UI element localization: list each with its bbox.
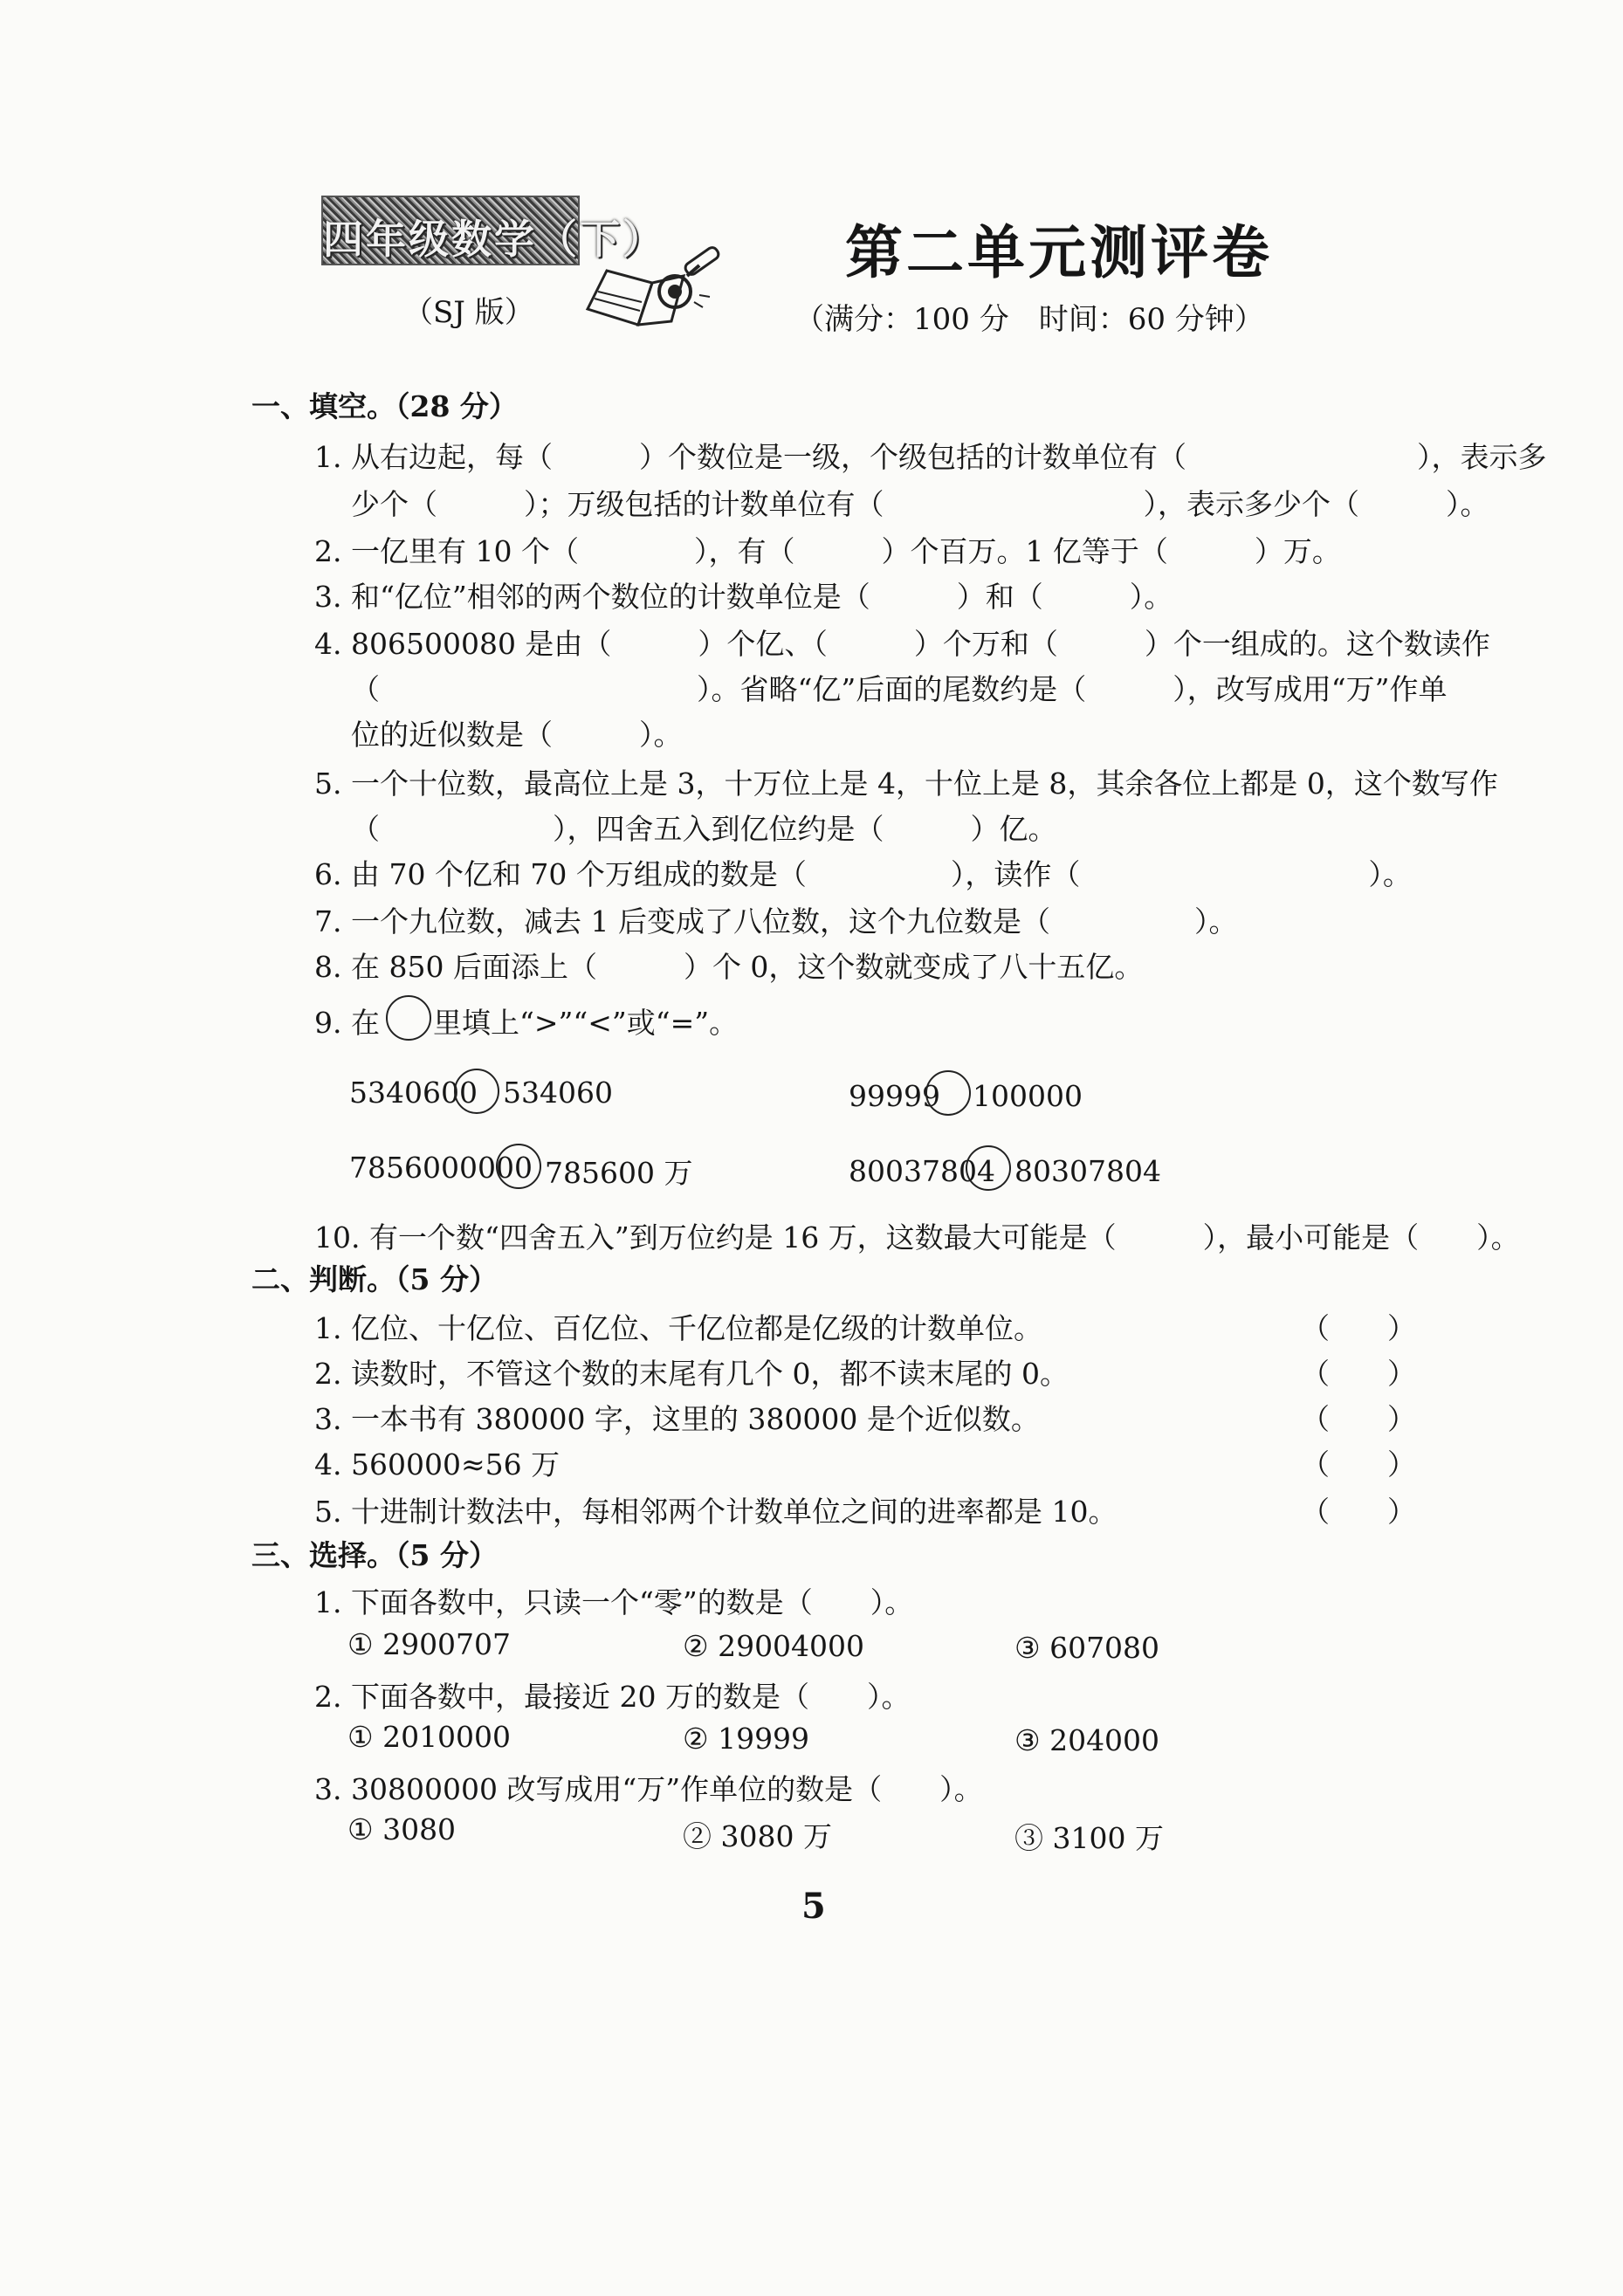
judge-answer-3[interactable]: （ ） bbox=[1301, 1402, 1416, 1436]
compare-2-circle[interactable] bbox=[925, 1070, 971, 1116]
judge-answer-2[interactable]: （ ） bbox=[1301, 1357, 1416, 1391]
fill-line-9: （ ），四舍五入到亿位约是（ ）亿。 bbox=[351, 812, 1057, 846]
fill-line-3: 2. 一亿里有 10 个（ ），有（ ）个百万。1 亿等于（ ）万。 bbox=[314, 534, 1341, 568]
section-3-heading: 三、选择。（5 分） bbox=[251, 1538, 498, 1572]
judge-item-5: 5. 十进制计数法中，每相邻两个计数单位之间的进率都是 10。 bbox=[314, 1495, 1118, 1529]
fill-line-4: 3. 和“亿位”相邻的两个数位的计数单位是（ ）和（ ）。 bbox=[314, 580, 1173, 614]
choice-q1-opt-2[interactable]: ② 29004000 bbox=[683, 1629, 865, 1663]
page-title: 第二单元测评卷 bbox=[845, 218, 1273, 286]
fill-line-6: （ ）。省略“亿”后面的尾数约是（ ），改写成用“万”作单 bbox=[351, 672, 1448, 706]
compare-2-left: 99999 bbox=[849, 1079, 940, 1113]
judge-item-1: 1. 亿位、十亿位、百亿位、千亿位都是亿级的计数单位。 bbox=[314, 1311, 1042, 1345]
choice-q3-opt-3[interactable]: ③ 3100 万 bbox=[1014, 1821, 1164, 1855]
choice-q2-opt-3[interactable]: ③ 204000 bbox=[1014, 1723, 1160, 1757]
compare-4-right: 80307804 bbox=[1014, 1154, 1161, 1188]
judge-answer-4[interactable]: （ ） bbox=[1301, 1447, 1416, 1481]
section-1-heading: 一、填空。（28 分） bbox=[251, 389, 518, 423]
compare-2-right: 100000 bbox=[973, 1079, 1083, 1113]
judge-answer-5[interactable]: （ ） bbox=[1301, 1495, 1416, 1529]
choice-q1-opt-3[interactable]: ③ 607080 bbox=[1014, 1631, 1160, 1665]
judge-item-4: 4. 560000≈56 万 bbox=[314, 1447, 560, 1481]
fill-line-10: 6. 由 70 个亿和 70 个万组成的数是（ ），读作（ ）。 bbox=[314, 857, 1412, 891]
fill-line-5: 4. 806500080 是由（ ）个亿、（ ）个万和（ ）个一组成的。这个数读作 bbox=[314, 627, 1490, 661]
choice-q3-opt-1[interactable]: ① 3080 bbox=[347, 1812, 457, 1846]
grade-badge-label: 四年级数学（下） bbox=[323, 216, 665, 263]
fill-line-7: 位的近似数是（ ）。 bbox=[351, 718, 683, 752]
choice-q2-opt-2[interactable]: ② 19999 bbox=[683, 1722, 810, 1756]
fill-line-8: 5. 一个十位数，最高位上是 3，十万位上是 4，十位上是 8，其余各位上都是 0，这个数写作 bbox=[314, 766, 1498, 801]
judge-item-3: 3. 一本书有 380000 字，这里的 380000 是个近似数。 bbox=[314, 1402, 1040, 1436]
fill-line-12: 8. 在 850 后面添上（ ）个 0，这个数就变成了八十五亿。 bbox=[314, 950, 1144, 984]
compare-4-left: 80037804 bbox=[849, 1154, 995, 1188]
judge-item-2: 2. 读数时，不管这个数的末尾有几个 0，都不读末尾的 0。 bbox=[314, 1357, 1069, 1391]
choice-q3-opt-2[interactable]: ② 3080 万 bbox=[683, 1819, 832, 1853]
grade-badge bbox=[321, 196, 665, 265]
score-time-info: （满分：100 分 时间：60 分钟） bbox=[794, 302, 1264, 337]
compare-3-circle[interactable] bbox=[496, 1144, 541, 1189]
fill-line-11: 7. 一个九位数，减去 1 后变成了八位数，这个九位数是（ ）。 bbox=[314, 904, 1238, 938]
compare-4-circle[interactable] bbox=[966, 1145, 1011, 1191]
section-2-heading: 二、判断。（5 分） bbox=[251, 1262, 498, 1296]
fill-line-1: 1. 从右边起，每（ ）个数位是一级，个级包括的计数单位有（ ），表示多 bbox=[314, 440, 1547, 474]
book-and-magnifier-illustration bbox=[581, 241, 729, 346]
compare-3-left: 7856000000 bbox=[349, 1151, 533, 1185]
compare-3-right: 785600 万 bbox=[545, 1156, 693, 1190]
page-number: 5 bbox=[801, 1886, 826, 1927]
q9-sample-circle bbox=[386, 995, 431, 1041]
choice-q2-opt-1[interactable]: ① 2010000 bbox=[347, 1720, 512, 1754]
choice-q1: 1. 下面各数中，只读一个“零”的数是（ ）。 bbox=[314, 1585, 914, 1619]
fill-line-2: 少个（ ）；万级包括的计数单位有（ ），表示多少个（ ）。 bbox=[351, 487, 1489, 521]
q9-suffix: 里填上“>”“<”或“=”。 bbox=[433, 1006, 739, 1040]
compare-1-right: 534060 bbox=[503, 1076, 613, 1110]
compare-1-circle[interactable] bbox=[454, 1069, 499, 1114]
choice-q1-opt-1[interactable]: ① 2900707 bbox=[347, 1627, 512, 1661]
compare-1-left: 5340600 bbox=[349, 1076, 478, 1110]
fill-line-q10: 10. 有一个数“四舍五入”到万位约是 16 万，这数最大可能是（ ），最小可能是（ ）。 bbox=[314, 1220, 1520, 1255]
q9-prefix: 9. 在 bbox=[314, 1006, 380, 1040]
edition-label: （SJ 版） bbox=[403, 295, 534, 330]
choice-q2: 2. 下面各数中，最接近 20 万的数是（ ）。 bbox=[314, 1680, 911, 1714]
judge-answer-1[interactable]: （ ） bbox=[1301, 1311, 1416, 1345]
choice-q3: 3. 30800000 改写成用“万”作单位的数是（ ）。 bbox=[314, 1772, 983, 1806]
